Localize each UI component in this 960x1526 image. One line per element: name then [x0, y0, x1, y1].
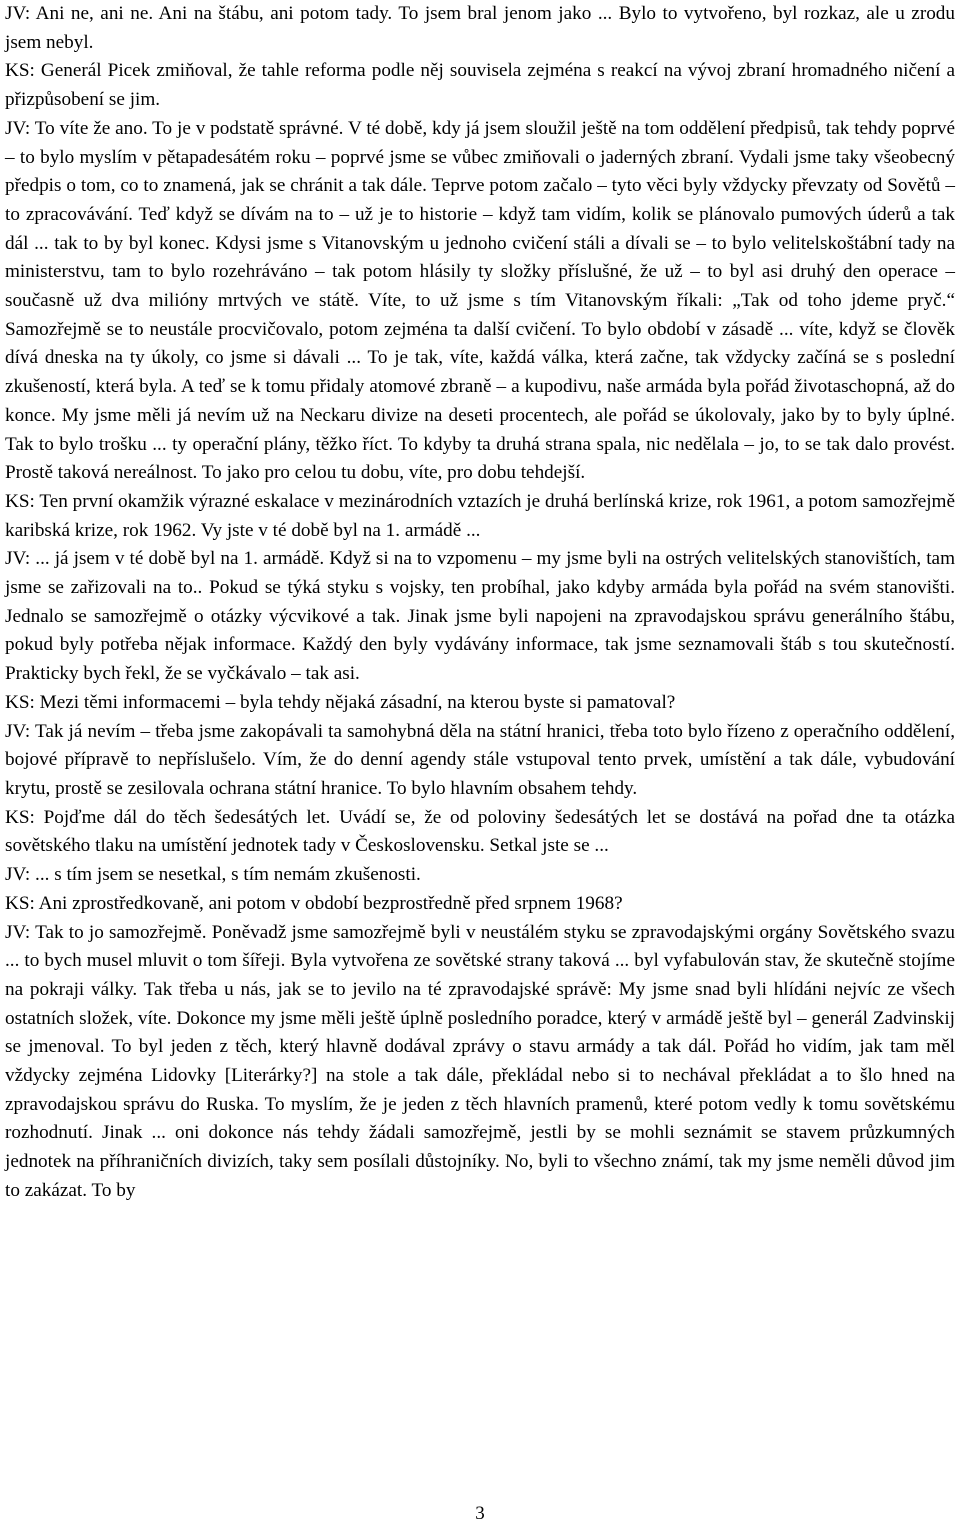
paragraph-ks-3: KS: Mezi těmi informacemi – byla tehdy nějaká zásadní, na kterou byste si pamatoval?: [5, 691, 676, 713]
document-page: [5, 0, 955, 1206]
paragraph-ks-4: KS: Pojďme dál do těch šedesátých let. Uvádí se, že od poloviny šedesátých let se dostává na pořad dne ta otázka sovětského tlaku na umístění jednotek tady v Československu. Setkal jste se ...: [5, 806, 955, 857]
paragraph-jv-1: JV: Ani ne, ani ne. Ani na štábu, ani potom tady. To jsem bral jenom jako ... Bylo to vytvořeno, byl rozkaz, ale u zrodu jsem nebyl.: [5, 3, 955, 53]
paragraph-jv-3: JV: ... já jsem v té době byl na 1. armádě. Když si na to vzpomenu – my jsme byli na ostrých velitelských stanovištích, tam jsme se zařizovali na to.. Pokud se týká styku s vojsky, ten probíhal, jako kdyby armáda byla pořád na svém stanovišti. Jednalo se samozřejmě o otázky výcvikové a tak. Jinak jsme byli napojeni na zpravodajskou správu generálního štábu, pokud byly potřeba nějak informace. Každý den byly vydávány informace, tak jsme seznamovali štáb s tou skutečností. Prakticky bych řekl, že se vyčkávalo – tak asi.: [5, 548, 955, 685]
paragraph-jv-2: JV: To víte že ano. To je v podstatě správné. V té době, kdy já jsem sloužil ještě na tom oddělení předpisů, tak tehdy poprvé – to bylo myslím v pětapadesátém roku – poprvé jsme se vůbec zmiňovali o jaderných zbraní. Vydali jsme taky všeobecný předpis o tom, co to znamená, jak se chránit a tak dále. Teprve potom začalo – tyto věci byly vždycky převzaty od Sovětů – to zpracovávání. Teď když se dívám na to – už je to historie – když tam vidím, kolik se plánovalo pumových úderů a tak dál ... tak to by byl konec. Kdysi jsme s Vitanovským u jednoho cvičení stáli a dívali se – to bylo velitelskoštábní tady na ministerstvu, tam to bylo rozehráváno – tak potom hlásily ty složky příslušné, že už – to byl asi druhý den operace – současně už dva milióny mrtvých ve státě. Víte, to už jsme s tím Vitanovským říkali: „Tak od toho jdeme pryč.“ Samozřejmě se to neustále procvičovalo, potom zejména ta další cvičení. To bylo období v zásadě ... víte, když se člověk dívá dneska na ty úkoly, co jsme si dávali ... To je tak, víte, každá válka, která začne, tak vždycky začíná se s poslední zkušeností, která byla. A teď se k tomu přidaly atomové zbraně – a kupodivu, naše armáda byla pořád životaschopná, až do konce. My jsme měli já nevím už na Neckaru divize na deseti procentech, ale pořád se úkolovaly, jako by to byly úplné. Tak to bylo trošku ... ty operační plány, těžko říct. To kdyby ta druhá strana spala, nic nedělala – jo, to se tak dalo provést. Prostě taková nereálnost. To jako pro celou tu dobu, víte, pro dobu tehdejší.: [5, 117, 955, 484]
paragraph-jv-5: JV: ... s tím jsem se nesetkal, s tím nemám zkušenosti.: [5, 864, 421, 886]
paragraph-jv-6: JV: Tak to jo samozřejmě. Poněvadž jsme samozřejmě byli v neustálém styku se zpravodajskými orgány Sovětského svazu ... to bych musel mluvit o tom šířeji. Byla vytvořena ze sovětské strany taková ... byl vyfabulován stav, že skutečně stojíme na pokraji války. Tak třeba u nás, jak se to jevilo na té zpravodajské správě: My jsme snad byli hlídáni nejvíc ze všech ostatních složek, víte. Dokonce my jsme měli ještě úplně posledního poradce, který v armádě ještě byl – generál Zadvinskij se jmenoval. To byl jeden z těch, který hlavně dodával zprávy o stavu armády a tak dál. Pořád ho vidím, jak tam měl vždycky zejména Lidovky [Literárky?] na stole a tak dále, překládal nebo si to nechával překládat a to šlo hned na zpravodajskou správu do Ruska. To myslím, že je jeden z těch hlavních pramenů, které potom vedly k tomu sovětskému rozhodnutí. Jinak ... oni dokonce nás tehdy žádali samozřejmě, jestli by se mohli seznámit se stavem průzkumných jednotek na příhraničních divizích, taky sem posílali důstojníky. No, byli to všechno známí, tak my jsme neměli důvod jim to zakázat. To by: [5, 921, 955, 1201]
paragraph-ks-1: KS: Generál Picek zmiňoval, že tahle reforma podle něj souvisela zejména s reakcí na vývoj zbraní hromadného ničení a přizpůsobení se jim.: [5, 60, 955, 111]
page-number: 3: [475, 1503, 485, 1524]
paragraph-jv-4: JV: Tak já nevím – třeba jsme zakopávali ta samohybná děla na státní hranici, třeba toto bylo řízeno z operačního oddělení, bojové přípravě to nepříslušelo. Vím, že do denní agendy stále vstupoval tento prvek, umístění a tak dále, vybudování krytu, prostě se zesilovala ochrana státní hranice. To bylo hlavním obsahem tehdy.: [5, 720, 955, 799]
paragraph-ks-2: KS: Ten první okamžik výrazné eskalace v mezinárodních vztazích je druhá berlínská krize, rok 1961, a potom samozřejmě karibská krize, rok 1962. Vy jste v té době byl na 1. armádě ...: [5, 490, 955, 541]
paragraph-ks-5: KS: Ani zprostředkovaně, ani potom v období bezprostředně před srpnem 1968?: [5, 892, 623, 914]
